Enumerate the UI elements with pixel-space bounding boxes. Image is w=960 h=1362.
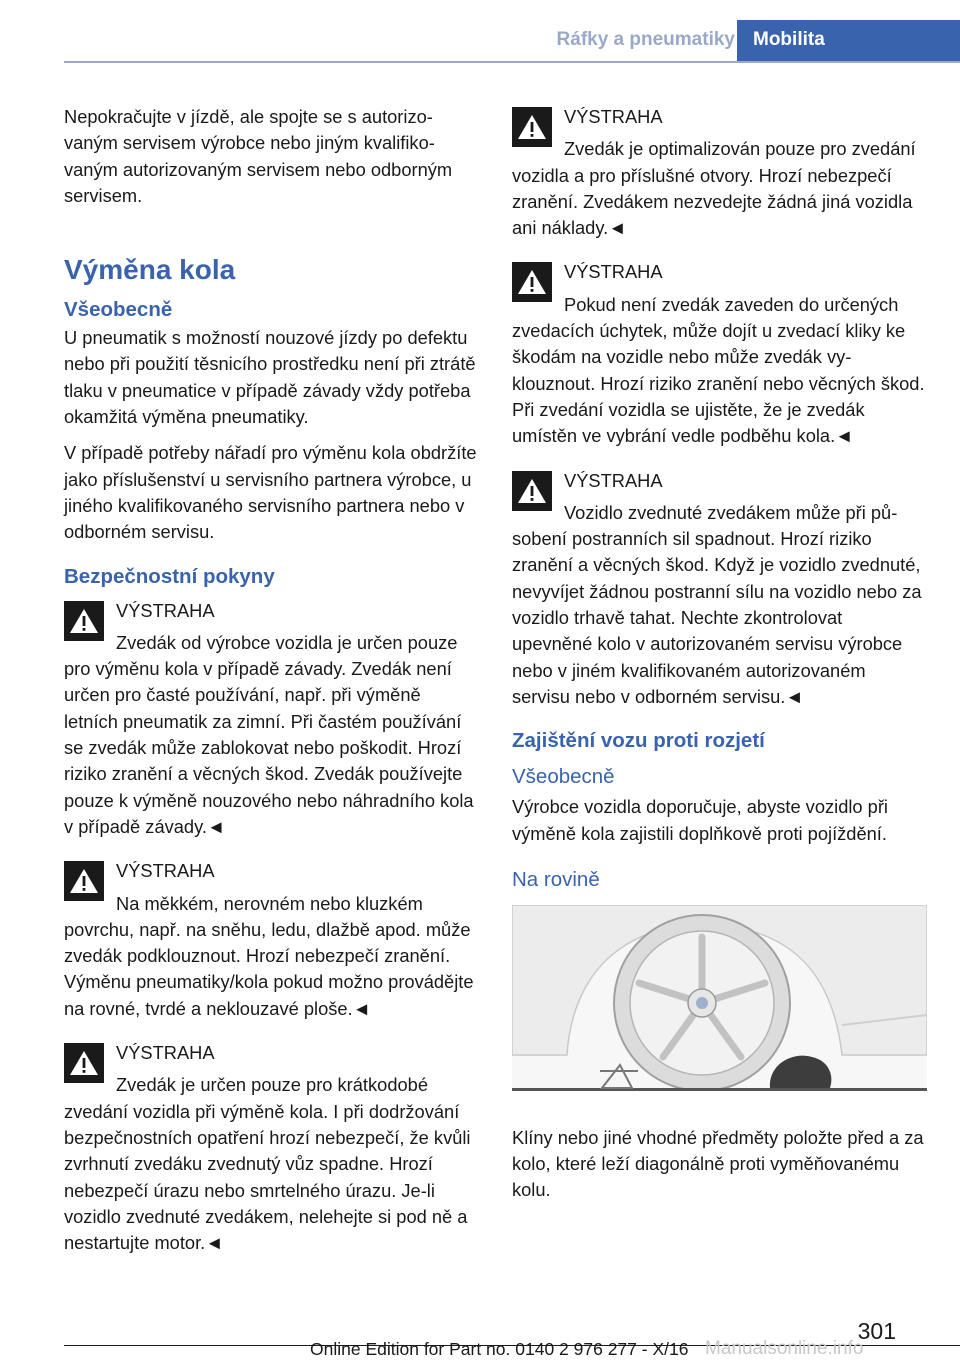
warning-text: Pokud není zvedák zaveden do určených zvedacích úchytek, může dojít u zvedací kliky ke škodám na vozidle nebo může zvedák vyklouznout. Hrozí riziko zranění nebo věcných škod. Při zvedání vozidla se ujistěte, že je zvedák umístěn ve vybrání vedle podběhu kola.◄ [512, 293, 925, 447]
warning-text: Vozidlo zvednuté zvedákem může při působení postranních sil spadnout. Hrozí riziko zranění a věcných škod. Když je vozidlo zvednuté, nevyvíjet žádnou postranní sílu na vozidlo nebo za vozidlo trhavě tahat. Nechte zkontrolovat upevněné kolo v autorizovaném servisu výrobce nebo v jiném kvalifikovaném autorizovaném servisu nebo v odborném servisu.◄ [512, 501, 922, 707]
warning-triangle-icon [64, 861, 104, 901]
warning-text: Zvedák je optimalizován pouze pro zvedání vozidla a pro příslušné otvory. Hrozí nebezpečí zranění. Zvedákem nezvedejte žádná jiná vozidla ani náklady.◄ [512, 138, 916, 239]
warning-triangle-icon [64, 1043, 104, 1083]
header-active-tab: Mobilita [737, 20, 960, 63]
warning-block [64, 858, 479, 1022]
header-section-label: Ráfky a pneumatiky [556, 29, 735, 50]
left-column [64, 104, 479, 1274]
wheel-chock-illustration [512, 905, 927, 1091]
warning-title: VÝSTRAHA [564, 261, 663, 283]
illustration-caption: Klíny nebo jiné vhodné předměty položte před a za kolo, které leží diagonálně proti vyměňovanému kolu. [512, 1126, 924, 1201]
page-title: Výměna kola [64, 254, 236, 286]
general-paragraph-1: U pneumatik s možností nouzové jízdy po defektu nebo při použití těsnicího prostředku není při ztrátě tlaku v pneumatice v případě závady vždy potřeba okamžitá výměna pneumatiky. [64, 327, 476, 428]
subheading-general: Všeobecně [512, 765, 615, 789]
warning-title: VÝSTRAHA [116, 860, 215, 882]
header-rule [64, 61, 960, 63]
warning-block [512, 104, 927, 241]
warning-triangle-icon [512, 107, 552, 147]
subheading-safety: Bezpečnostní pokyny [64, 564, 275, 588]
warning-title: VÝSTRAHA [564, 469, 663, 491]
warning-block [512, 468, 927, 711]
general-paragraph-2: V případě potřeby nářadí pro výměnu kola obdržíte jako příslušenství u servisního partnera výrobce, u jiného kvalifikovaného servisního partnera nebo v odborném servisu. [64, 442, 477, 543]
warning-title: VÝSTRAHA [116, 1042, 215, 1064]
footer-watermark: Manualsonline.info [705, 1338, 864, 1359]
footer-edition-note: Online Edition for Part no. 0140 2 976 277 - X/16 [310, 1339, 689, 1359]
warning-text: Zvedák od výrobce vozidla je určen pouze pro výměnu kola v případě závady. Zvedák není určen pro časté používání, např. při výměně letních pneumatik za zimní. Při častém používání se zvedák může zablokovat nebo poškodit. Hrozí riziko zranění a věcných škod. Zvedák používejte pouze k výměně nouzového nebo náhradního kola v případě závady.◄ [64, 631, 474, 837]
warning-block [64, 1040, 479, 1256]
warning-title: VÝSTRAHA [116, 599, 215, 621]
warning-block [64, 598, 479, 841]
secure-general-paragraph: Výrobce vozidla doporučuje, abyste vozidlo při výměně kola zajistili doplňkově proti pojíždění. [512, 796, 888, 844]
right-column [512, 104, 927, 1214]
warning-triangle-icon [64, 601, 104, 641]
subheading-level-ground: Na rovině [512, 867, 600, 891]
warning-title: VÝSTRAHA [564, 106, 663, 127]
subheading-secure-vehicle: Zajištění vozu proti rozjetí [512, 729, 765, 753]
warning-text: Zvedák je určen pouze pro krátkodobé zvedání vozidla při výměně kola. I při dodržování bezpečnostních opatření hrozí nebezpečí, že kvůli zvrhnutí zvedáku zvednutý vůz spadne. Hrozí nebezpečí úrazu nebo smrtelného úrazu. Je-li vozidlo zvednuté zvedákem, nelehejte si pod ně a nestartujte motor.◄ [64, 1074, 471, 1254]
warning-text: Na měkkém, nerovném nebo kluzkém povrchu, např. na sněhu, ledu, dlažbě apod. může zvedák podklouznout. Hrozí nebezpečí zranění. Výměnu pneumatiky/kola pokud možno provádějte na rovné, tvrdé a neklouzavé ploše.◄ [64, 892, 474, 1019]
warning-block [512, 259, 927, 449]
page-number: 301 [857, 1318, 896, 1344]
intro-paragraph: Nepokračujte v jízdě, ale spojte se s autorizovaným servisem výrobce nebo jiným kvalifikovaným autorizovaným servisem nebo odborným servisem. [64, 106, 453, 206]
subheading-general: Všeobecně [64, 298, 173, 322]
warning-triangle-icon [512, 471, 552, 511]
warning-triangle-icon [512, 262, 552, 302]
